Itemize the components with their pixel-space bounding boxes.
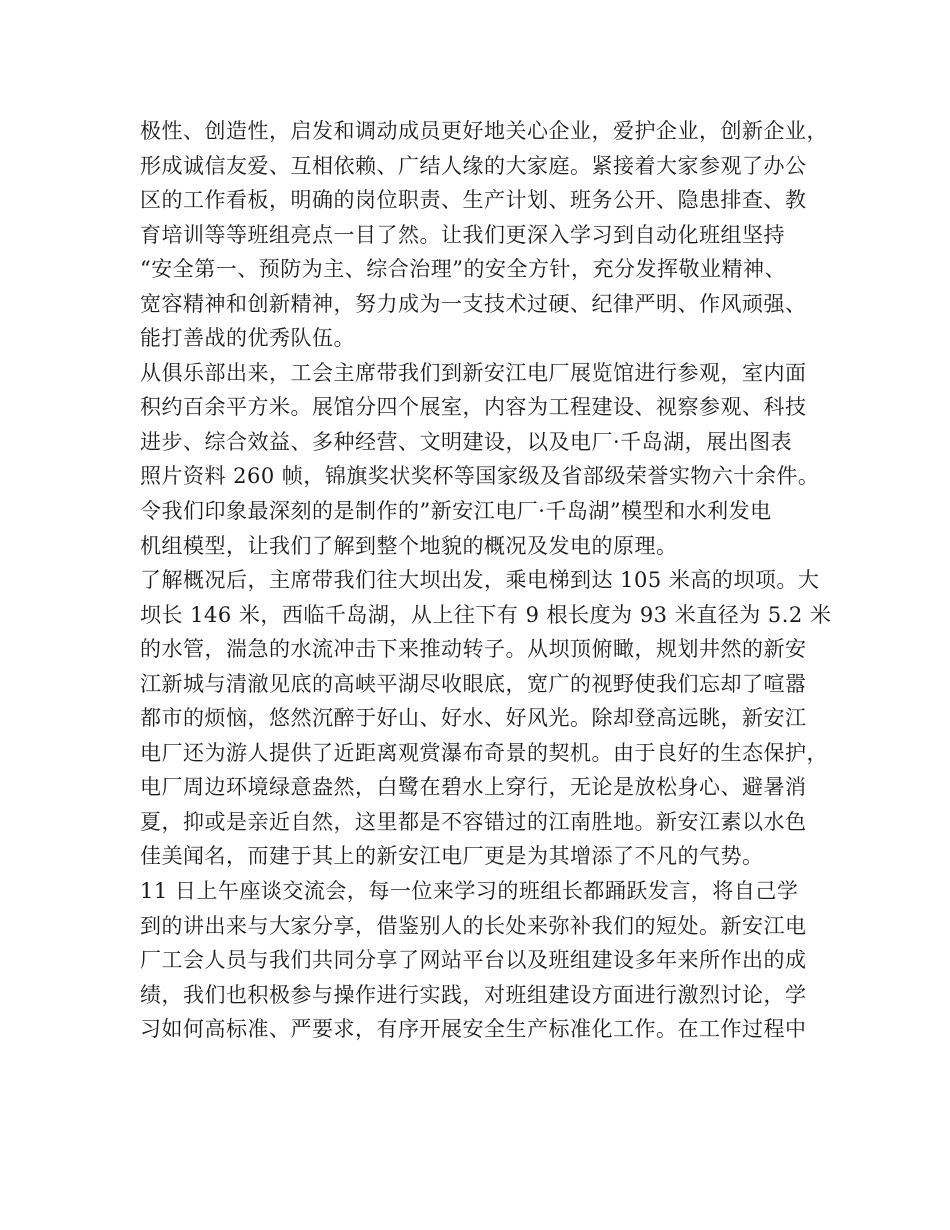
text-line: 绩，我们也积极参与操作进行实践，对班组建设方面进行激烈讨论，学	[140, 982, 807, 1007]
text-line: 夏，抑或是亲近自然，这里都是不容错过的江南胜地。新安江素以水色	[140, 809, 807, 834]
document-page	[140, 114, 830, 1047]
text-line: 极性、创造性，启发和调动成员更好地关心企业，爱护企业，创新企业，	[140, 119, 828, 143]
text-line: “安全第一、预防为主、综合治理”的安全方针，充分发挥敬业精神、	[140, 257, 786, 282]
text-line: 都市的烦恼，悠然沉醉于好山、好水、好风光。除却登高远眺，新安江	[140, 706, 807, 731]
text-line: 厂工会人员与我们共同分享了网站平台以及班组建设多年来所作出的成	[140, 948, 807, 973]
text-line: 令我们印象最深刻的是制作的”新安江电厂·千岛湖”模型和水利发电	[140, 499, 772, 524]
text-line: 照片资料 260 帧，锦旗奖状奖杯等国家级及省部级荣誉实物六十余件。	[140, 464, 820, 489]
text-line: 区的工作看板，明确的岗位职责、生产计划、班务公开、隐患排查、教	[140, 188, 807, 213]
text-line: 佳美闻名，而建于其上的新安江电厂更是为其增添了不凡的气势。	[140, 844, 764, 869]
text-line: 的水管，湍急的水流冲击下来推动转子。从坝顶俯瞰，规划井然的新安	[140, 637, 807, 662]
text-line: 积约百余平方米。展馆分四个展室，内容为工程建设、视察参观、科技	[140, 395, 807, 420]
text-line: 坝长 146 米，西临千岛湖，从上往下有 9 根长度为 93 米直径为 5.2 米	[140, 602, 832, 627]
text-line: 从俱乐部出来，工会主席带我们到新安江电厂展览馆进行参观，室内面	[140, 360, 807, 385]
text-line: 能打善战的优秀队伍。	[140, 326, 355, 351]
text-line: 江新城与清澈见底的高峡平湖尽收眼底，宽广的视野使我们忘却了喧嚣	[140, 671, 807, 696]
text-line: 11 日上午座谈交流会，每一位来学习的班组长都踊跃发言，将自己学	[140, 879, 799, 904]
text-line: 习如何高标准、严要求，有序开展安全生产标准化工作。在工作过程中	[140, 1017, 807, 1042]
text-line: 形成诚信友爱、互相依赖、广结人缘的大家庭。紧接着大家参观了办公	[140, 153, 807, 178]
text-line: 进步、综合效益、多种经营、文明建设，以及电厂·千岛湖，展出图表	[140, 429, 793, 454]
text-line: 到的讲出来与大家分享，借鉴别人的长处来弥补我们的短处。新安江电	[140, 913, 807, 938]
text-line: 电厂周边环境绿意盎然，白鹭在碧水上穿行，无论是放松身心、避暑消	[140, 775, 807, 800]
text-line: 育培训等等班组亮点一目了然。让我们更深入学习到自动化班组坚持	[140, 222, 785, 247]
text-line: 电厂还为游人提供了近距离观赏瀑布奇景的契机。由于良好的生态保护，	[140, 740, 828, 765]
text-line: 了解概况后，主席带我们往大坝出发，乘电梯到达 105 米高的坝项。大	[140, 568, 820, 593]
text-line: 宽容精神和创新精神，努力成为一支技术过硬、纪律严明、作风顽强、	[140, 291, 807, 316]
text-line: 机组模型，让我们了解到整个地貌的概况及发电的原理。	[140, 533, 678, 558]
